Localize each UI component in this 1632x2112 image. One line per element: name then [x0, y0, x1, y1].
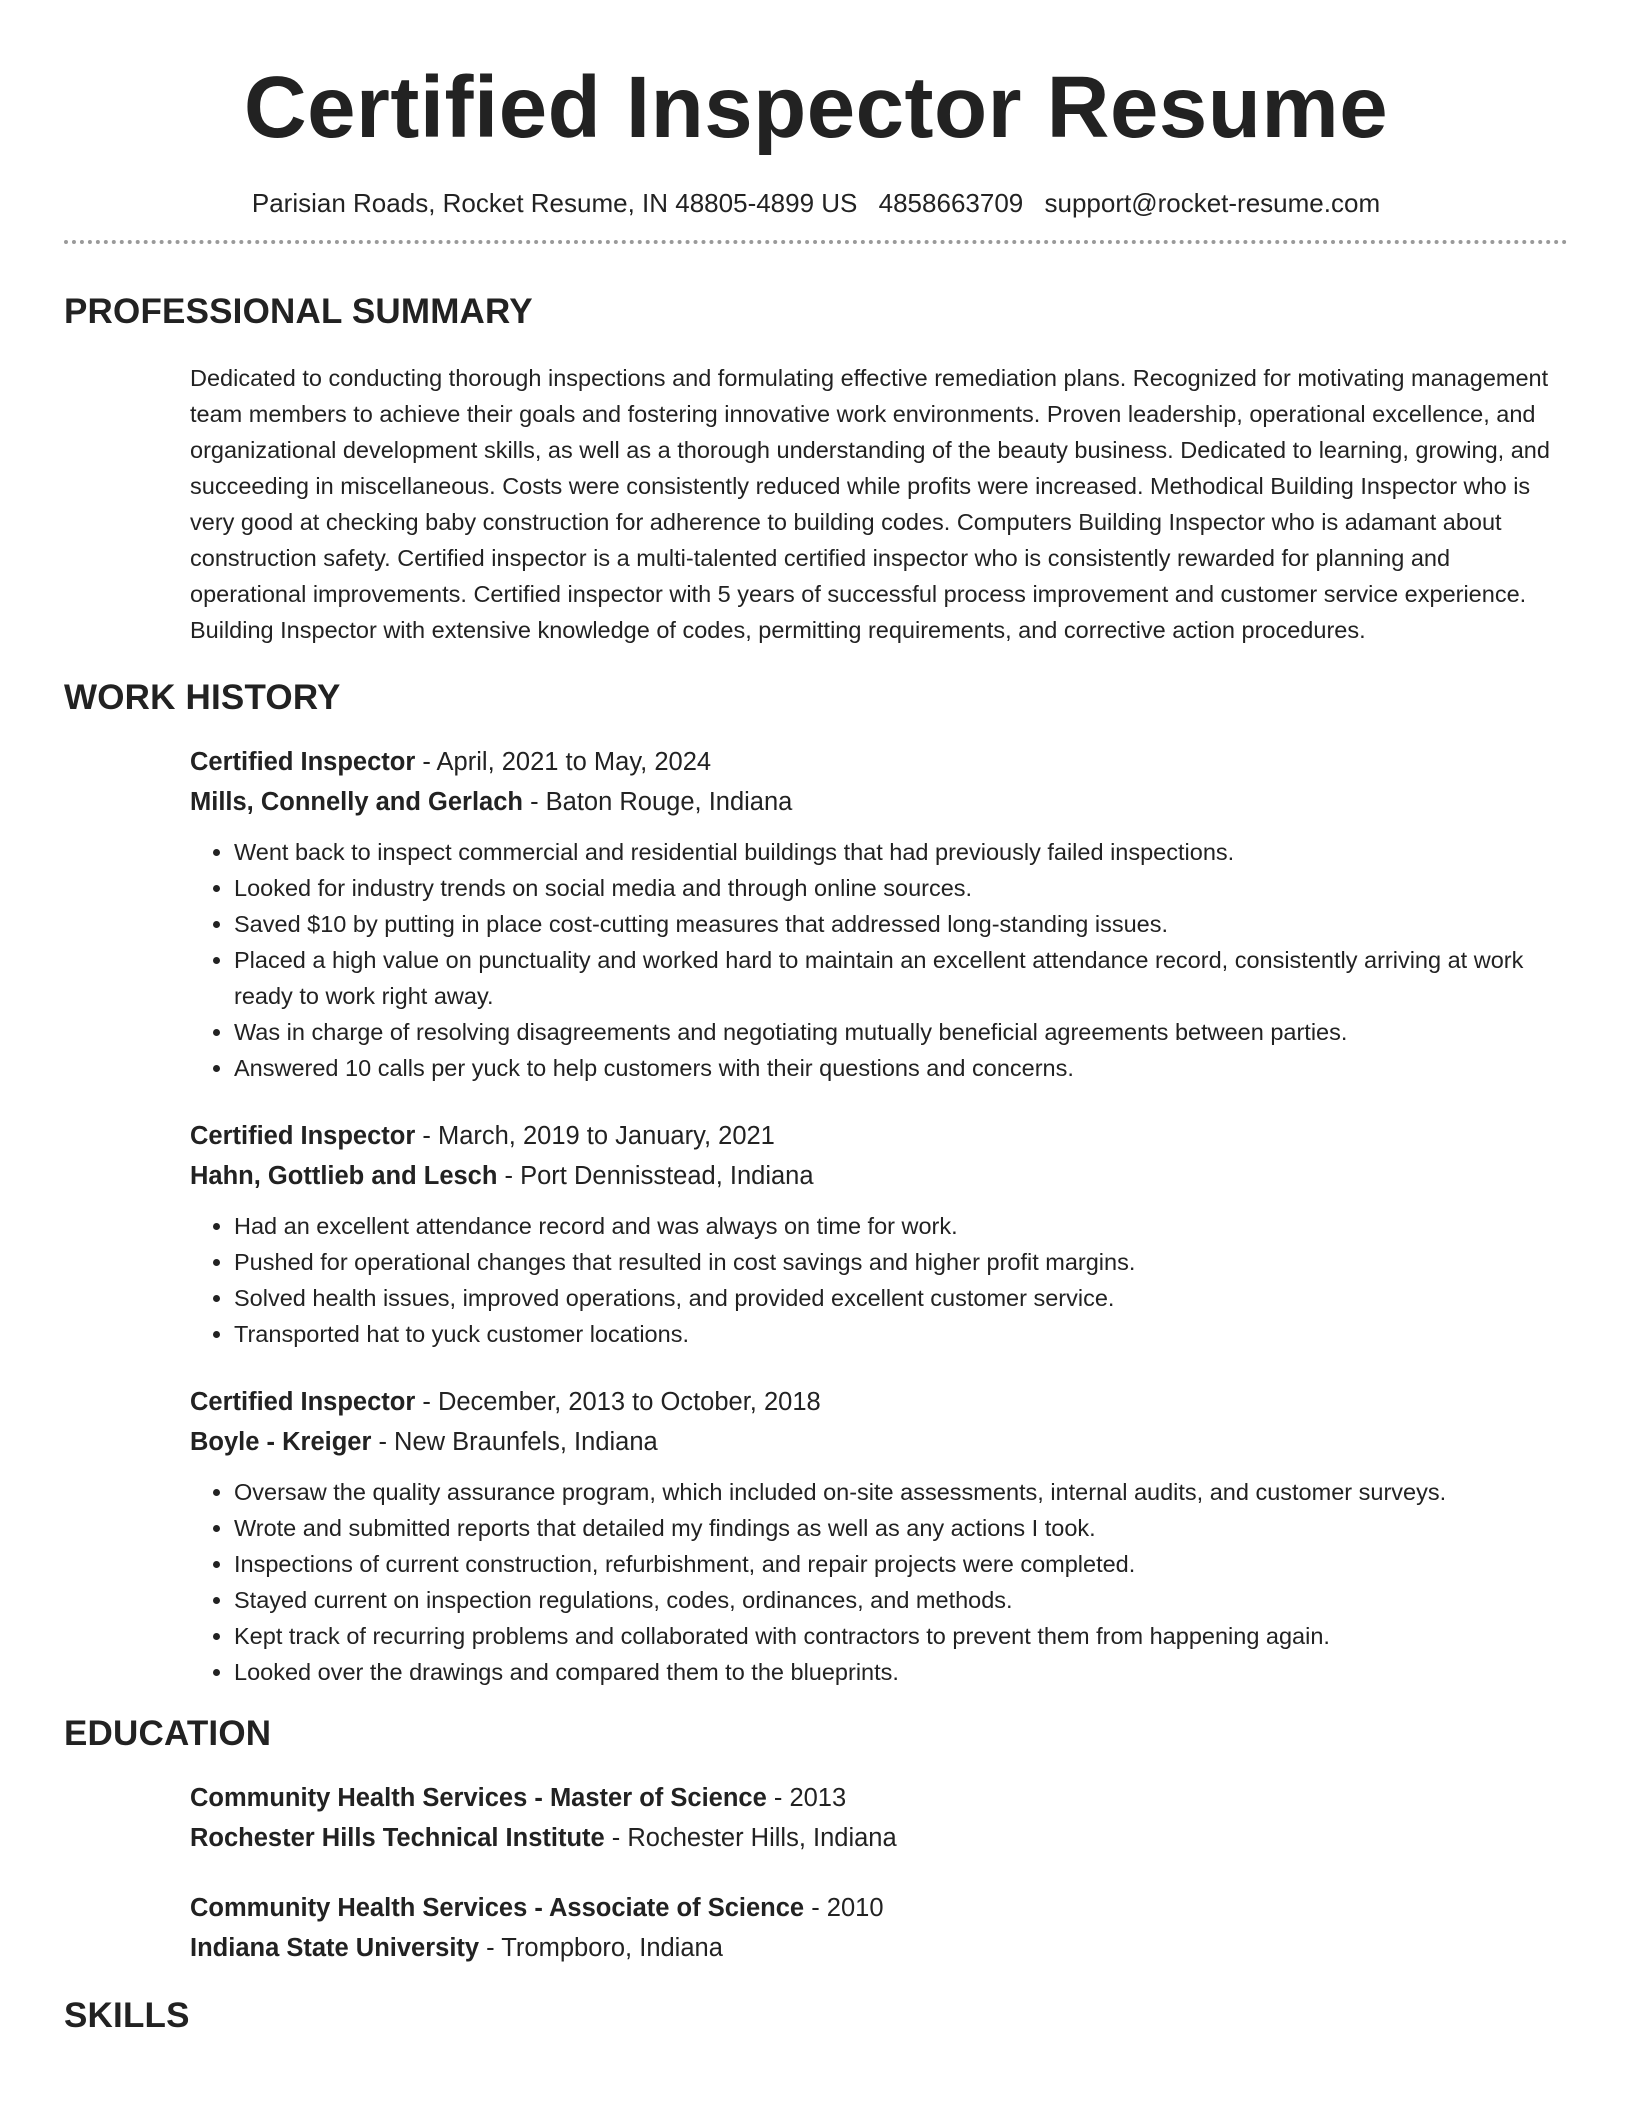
list-item: • Answered 10 calls per yuck to help customers with their questions and concerns.: [234, 1050, 1568, 1086]
list-item: • Stayed current on inspection regulations, codes, ordinances, and methods.: [234, 1582, 1568, 1618]
education-school: Rochester Hills Technical Institute: [190, 1824, 605, 1852]
job-title-line: [190, 1382, 1568, 1422]
list-item: • Pushed for operational changes that resulted in cost savings and higher profit margins.: [234, 1244, 1568, 1280]
education-year: - 2013: [766, 1784, 847, 1812]
job-bullets: [190, 1208, 1568, 1352]
job-company-line: [190, 1422, 1568, 1462]
contact-address: Parisian Roads, Rocket Resume, IN 48805-4899 US: [251, 188, 858, 218]
summary-text: Dedicated to conducting thorough inspections and formulating effective remediation plans. Recognized for motivating management team members to achieve their goals and fostering innovative work environments. Proven leadership, operational excellence, and organizational development skills, as well as a thorough understanding of the beauty business. Dedicated to learning, growing, and succeeding in miscellaneous. Costs were consistently reduced while profits were increased. Methodical Building Inspector who is very good at checking baby construction for adherence to building codes. Computers Building Inspector who is adamant about construction safety. Certified inspector is a multi-talented certified inspector who is consistently rewarded for planning and operational improvements. Certified inspector with 5 years of successful process improvement and customer service experience. Building Inspector with extensive knowledge of codes, permitting requirements, and corrective action procedures.: [190, 365, 1550, 643]
education-entry: [190, 1778, 1568, 1858]
education-section: [64, 1778, 1568, 1968]
skills-heading: SKILLS: [64, 1996, 190, 2035]
job-title: Certified Inspector: [190, 1388, 416, 1416]
job-entry: [190, 742, 1568, 1086]
list-item: • Wrote and submitted reports that detailed my findings as well as any actions I took.: [234, 1510, 1568, 1546]
job-dates: - April, 2021 to May, 2024: [415, 748, 712, 776]
job-company-line: [190, 1156, 1568, 1196]
job-title-line: [190, 742, 1568, 782]
list-item: • Had an excellent attendance record and was always on time for work.: [234, 1208, 1568, 1244]
list-item: • Solved health issues, improved operations, and provided excellent customer service.: [234, 1280, 1568, 1316]
job-bullets: [190, 1474, 1568, 1690]
education-school: Indiana State University: [190, 1934, 480, 1962]
summary-section: [64, 360, 1568, 648]
education-school-line: [190, 1818, 1568, 1858]
job-title: Certified Inspector: [190, 1122, 416, 1150]
list-item: • Kept track of recurring problems and collaborated with contractors to prevent them from happening again.: [234, 1618, 1568, 1654]
list-item: • Transported hat to yuck customer locations.: [234, 1316, 1568, 1352]
job-company: Boyle - Kreiger: [190, 1428, 372, 1456]
job-location: - Port Dennisstead, Indiana: [497, 1162, 814, 1190]
job-company: Mills, Connelly and Gerlach: [190, 788, 523, 816]
job-entry: [190, 1116, 1568, 1352]
summary-heading: PROFESSIONAL SUMMARY: [64, 292, 533, 331]
list-item: • Looked for industry trends on social media and through online sources.: [234, 870, 1568, 906]
job-entry: [190, 1382, 1568, 1690]
education-heading: EDUCATION: [64, 1714, 272, 1753]
work-history-section: [64, 742, 1568, 1690]
contact-phone: 4858663709: [878, 188, 1024, 218]
job-bullets: [190, 834, 1568, 1086]
education-location: - Trompboro, Indiana: [479, 1934, 723, 1962]
list-item: • Inspections of current construction, refurbishment, and repair projects were completed.: [234, 1546, 1568, 1582]
education-school-line: [190, 1928, 1568, 1968]
resume-title: Certified Inspector Resume: [243, 59, 1389, 156]
job-dates: - December, 2013 to October, 2018: [415, 1388, 821, 1416]
contact-line: [64, 186, 1568, 220]
list-item: • Was in charge of resolving disagreements and negotiating mutually beneficial agreements between parties.: [234, 1014, 1568, 1050]
education-degree-line: [190, 1778, 1568, 1818]
list-item: • Placed a high value on punctuality and worked hard to maintain an excellent attendance record, consistently arriving at work ready to work right away.: [234, 942, 1568, 1014]
job-company-line: [190, 782, 1568, 822]
education-degree-line: [190, 1888, 1568, 1928]
list-item: • Saved $10 by putting in place cost-cutting measures that addressed long-standing issues.: [234, 906, 1568, 942]
contact-email: support@rocket-resume.com: [1044, 188, 1381, 218]
education-degree: Community Health Services - Associate of Science: [190, 1894, 805, 1922]
job-title-line: [190, 1116, 1568, 1156]
list-item: • Looked over the drawings and compared them to the blueprints.: [234, 1654, 1568, 1690]
education-year: - 2010: [804, 1894, 884, 1922]
list-item: • Went back to inspect commercial and residential buildings that had previously failed inspections.: [234, 834, 1568, 870]
job-company: Hahn, Gottlieb and Lesch: [190, 1162, 498, 1190]
education-entry: [190, 1888, 1568, 1968]
job-title: Certified Inspector: [190, 748, 416, 776]
list-item: • Oversaw the quality assurance program, which included on-site assessments, internal audits, and customer surveys.: [234, 1474, 1568, 1510]
job-location: - Baton Rouge, Indiana: [523, 788, 793, 816]
header-divider: [64, 240, 1568, 244]
job-dates: - March, 2019 to January, 2021: [415, 1122, 775, 1150]
education-degree: Community Health Services - Master of Science: [190, 1784, 767, 1812]
education-location: - Rochester Hills, Indiana: [604, 1824, 897, 1852]
job-location: - New Braunfels, Indiana: [371, 1428, 658, 1456]
work-history-heading: WORK HISTORY: [64, 678, 341, 717]
